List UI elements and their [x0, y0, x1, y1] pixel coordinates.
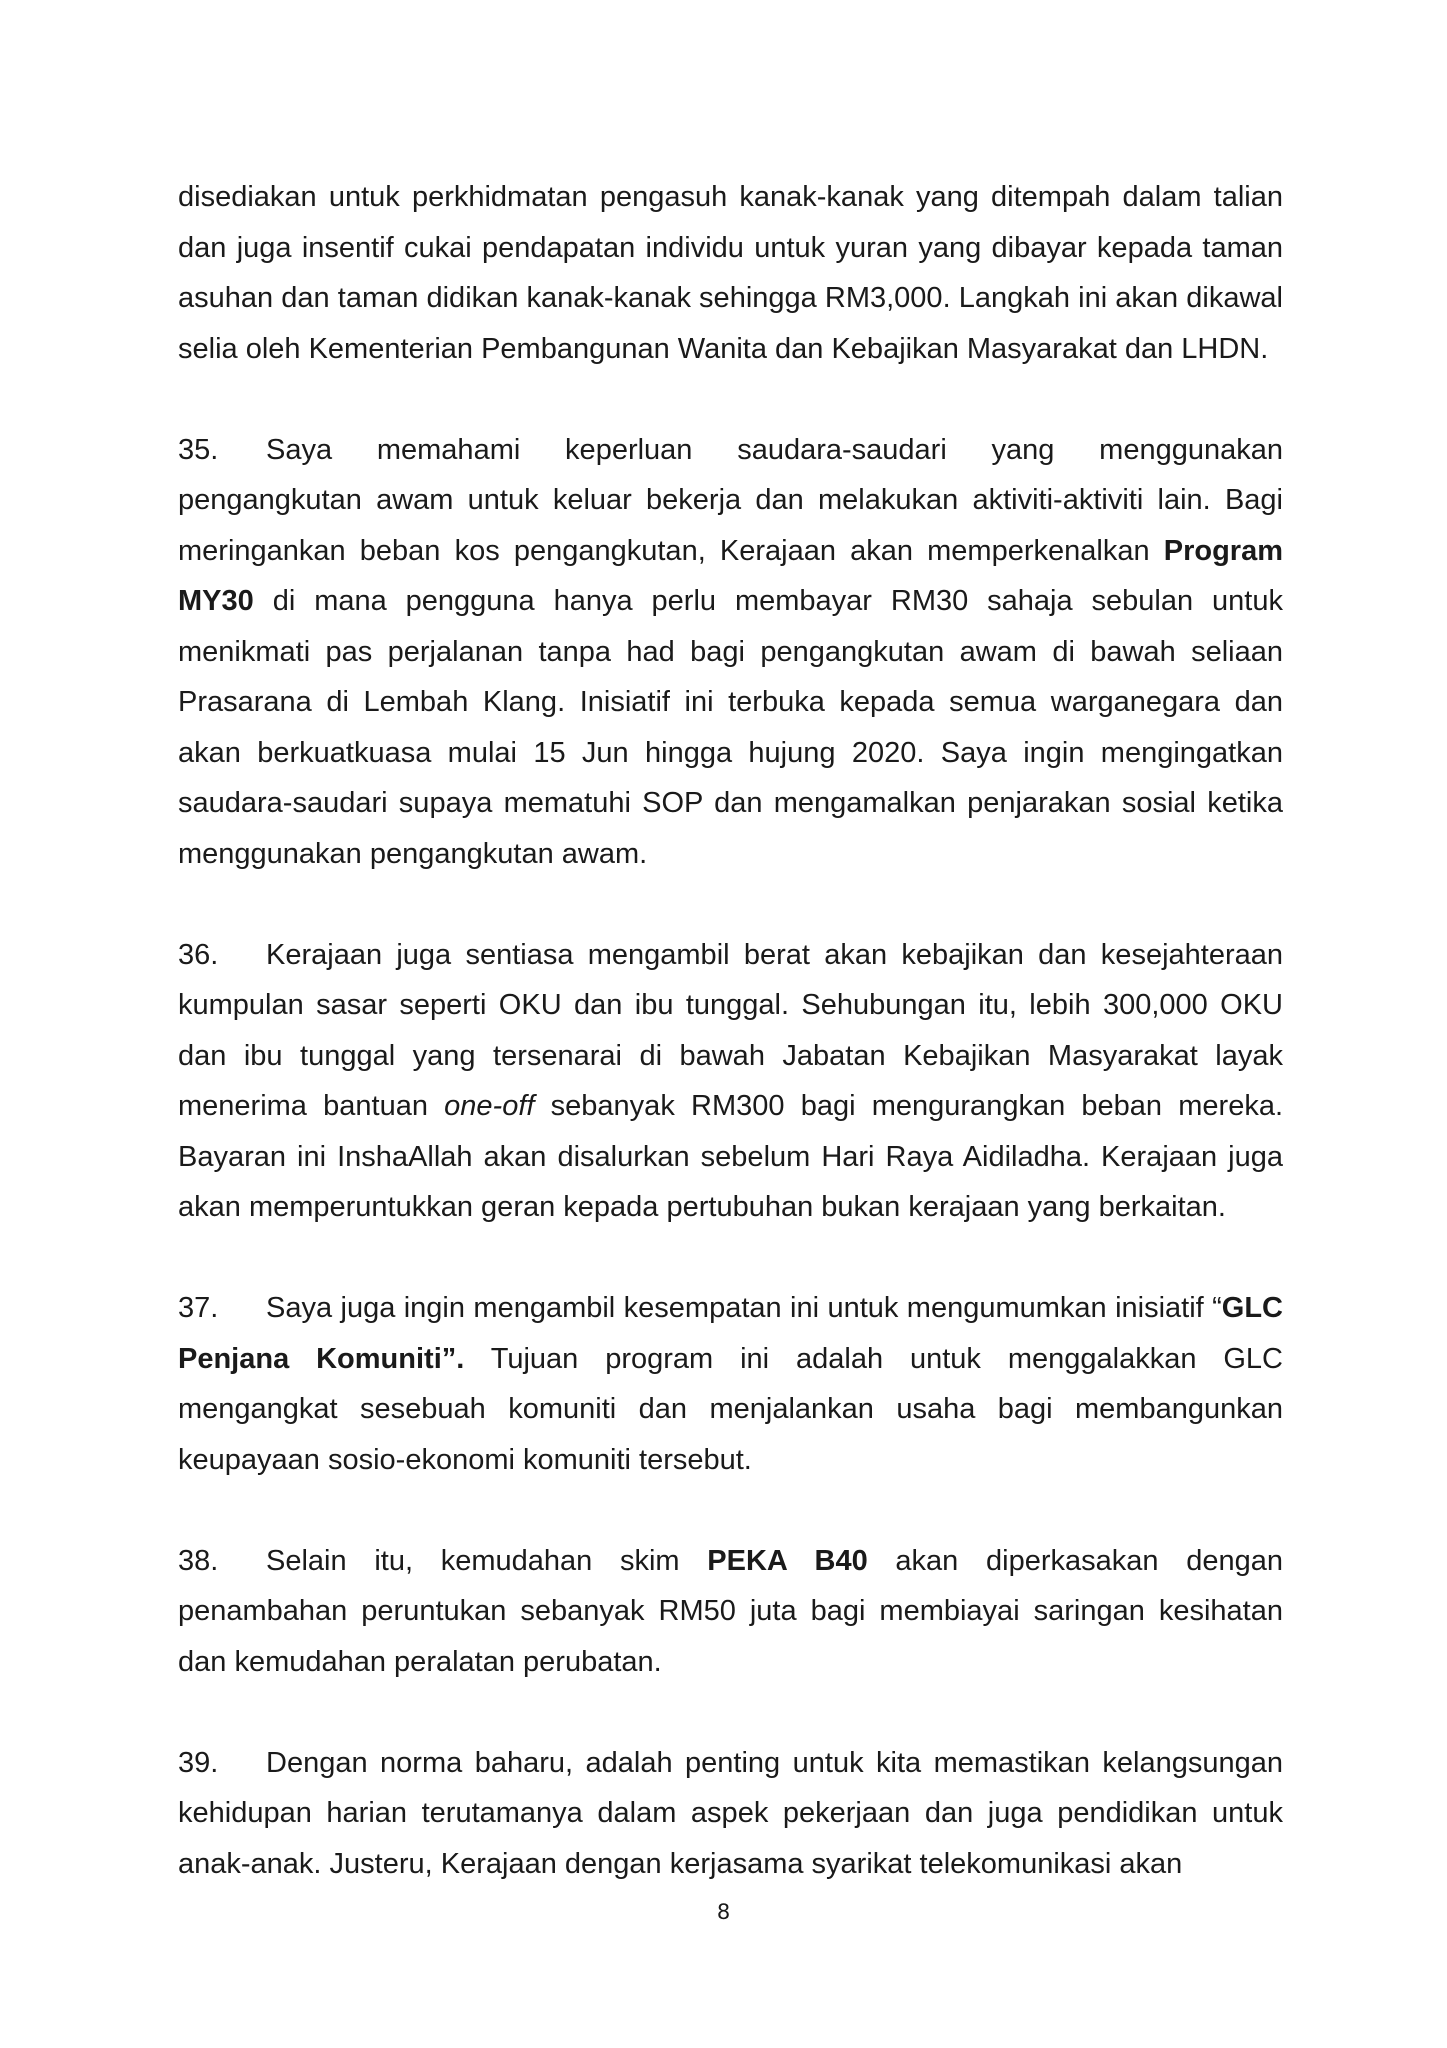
paragraph-text: di mana pengguna hanya perlu membayar RM30 sahaja sebulan untuk menikmati pas perjalanan tanpa had bagi pengangkutan awam di bawah seliaan Prasarana di Lembah Klang. Inisiatif ini terbuka kepada semua warganegara dan akan berkuatkuasa mulai 15 Jun hingga hujung 2020. Saya ingin mengingatkan saudara-saudari supaya mematuhi SOP dan mengamalkan penjarakan sosial ketika menggunakan pengangkutan awam.	[178, 585, 1283, 870]
paragraph-text: sebanyak RM300 bagi mengurangkan beban mereka. Bayaran ini InshaAllah akan disalurkan sebelum Hari Raya Aidiladha. Kerajaan juga akan memperuntukkan geran kepada pertubuhan bukan kerajaan yang berkaitan.	[178, 1090, 1284, 1223]
paragraph-text: Selain itu, kemudahan skim	[266, 1544, 708, 1577]
page-number: 8	[716, 1900, 731, 1924]
bold-text: PEKA B40	[707, 1544, 868, 1577]
document-page	[178, 172, 1283, 1940]
paragraph-text: Tujuan program ini adalah untuk menggalakkan GLC mengangkat sesebuah komuniti dan menjalankan usaha bagi membangunkan keupayaan sosio-ekonomi komuniti tersebut.	[178, 1342, 1283, 1476]
paragraph-39	[178, 1738, 1283, 1890]
paragraph-number: 37.	[178, 1292, 219, 1324]
paragraph-36	[178, 930, 1283, 1233]
paragraph-text: Saya memahami keperluan saudara-saudari yang menggunakan pengangkutan awam untuk keluar bekerja dan melakukan aktiviti-aktiviti lain. Bagi meringankan beban kos pengangkutan, Kerajaan akan memperkenalkan	[178, 433, 1283, 567]
paragraph-number: 36.	[178, 938, 219, 971]
bold-text: GLC Penjana Komuniti”.	[178, 1292, 1283, 1375]
paragraph-38	[178, 1536, 1283, 1688]
paragraph-text: Saya juga ingin mengambil kesempatan ini untuk mengumumkan inisiatif “	[266, 1292, 1222, 1324]
italic-text: one-off	[444, 1090, 535, 1122]
paragraph-text: akan diperkasakan dengan penambahan peruntukan sebanyak RM50 juta bagi membiayai saringan kesihatan dan kemudahan peralatan perubatan.	[178, 1544, 1283, 1678]
paragraph-number: 38.	[178, 1544, 219, 1577]
paragraph-text: Dengan norma baharu, adalah penting untuk kita memastikan kelangsungan kehidupan harian terutamanya dalam aspek pekerjaan dan juga pendidikan untuk anak-anak. Justeru, Kerajaan dengan kerjasama syarikat telekomunikasi akan	[178, 1746, 1283, 1880]
bold-text: Program MY30	[178, 534, 1283, 617]
paragraph-number: 35.	[178, 433, 219, 466]
paragraph-text: Kerajaan juga sentiasa mengambil berat akan kebajikan dan kesejahteraan kumpulan sasar seperti OKU dan ibu tunggal. Sehubungan itu, lebih 300,000 OKU dan ibu tunggal yang tersenarai di bawah Jabatan Kebajikan Masyarakat layak menerima bantuan	[178, 938, 1283, 1122]
paragraph-34-continuation: disediakan untuk perkhidmatan pengasuh kanak-kanak yang ditempah dalam talian dan juga insentif cukai pendapatan individu untuk yuran yang dibayar kepada taman asuhan dan taman didikan kanak-kanak sehingga RM3,000. Langkah ini akan dikawal selia oleh Kementerian Pembangunan Wanita dan Kebajikan Masyarakat dan LHDN.	[178, 181, 1283, 365]
paragraph-number: 39.	[178, 1746, 219, 1779]
paragraph-35	[178, 425, 1283, 880]
paragraph-37	[178, 1283, 1283, 1485]
